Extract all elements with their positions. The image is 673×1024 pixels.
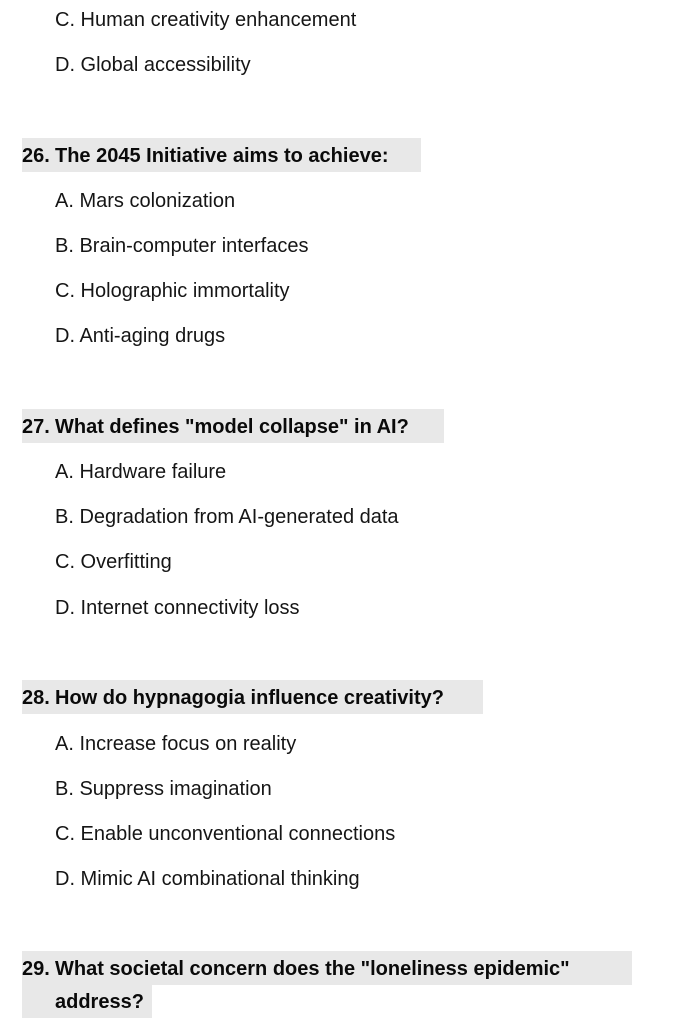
q26-option-a: A. Mars colonization	[55, 190, 236, 212]
q27-option-b: B. Degradation from AI-generated data	[55, 506, 399, 528]
q28-number: 28.	[22, 687, 50, 709]
q27-option-a: A. Hardware failure	[55, 461, 227, 483]
q26-number: 26.	[22, 145, 50, 167]
q25-option-d: D. Global accessibility	[55, 54, 251, 76]
q29-number: 29.	[22, 958, 50, 980]
q27-number: 27.	[22, 416, 50, 438]
q28-text: How do hypnagogia influence creativity?	[55, 687, 444, 709]
q29-question	[22, 957, 570, 981]
q28-option-a: A. Increase focus on reality	[55, 733, 297, 755]
q25-option-c-text: C. Human creativity enhancement	[55, 9, 357, 31]
q28-option-b: B. Suppress imagination	[55, 778, 272, 800]
q27-question	[22, 415, 409, 439]
q29-text-line2: address?	[55, 991, 144, 1013]
q26-option-b: B. Brain-computer interfaces	[55, 235, 309, 257]
q26-text: The 2045 Initiative aims to achieve:	[55, 145, 389, 167]
q26-option-d: D. Anti-aging drugs	[55, 325, 226, 347]
q27-text: What defines "model collapse" in AI?	[55, 416, 409, 438]
q26-option-c: C. Holographic immortality	[55, 280, 290, 302]
q27-option-d: D. Internet connectivity loss	[55, 597, 300, 619]
q29-text-line1: What societal concern does the "loneliness epidemic"	[55, 958, 570, 980]
q28-option-d: D. Mimic AI combinational thinking	[55, 868, 360, 890]
q26-question	[22, 144, 388, 168]
q28-option-c: C. Enable unconventional connections	[55, 823, 396, 845]
q27-option-c: C. Overfitting	[55, 551, 172, 573]
q28-question	[22, 686, 444, 710]
